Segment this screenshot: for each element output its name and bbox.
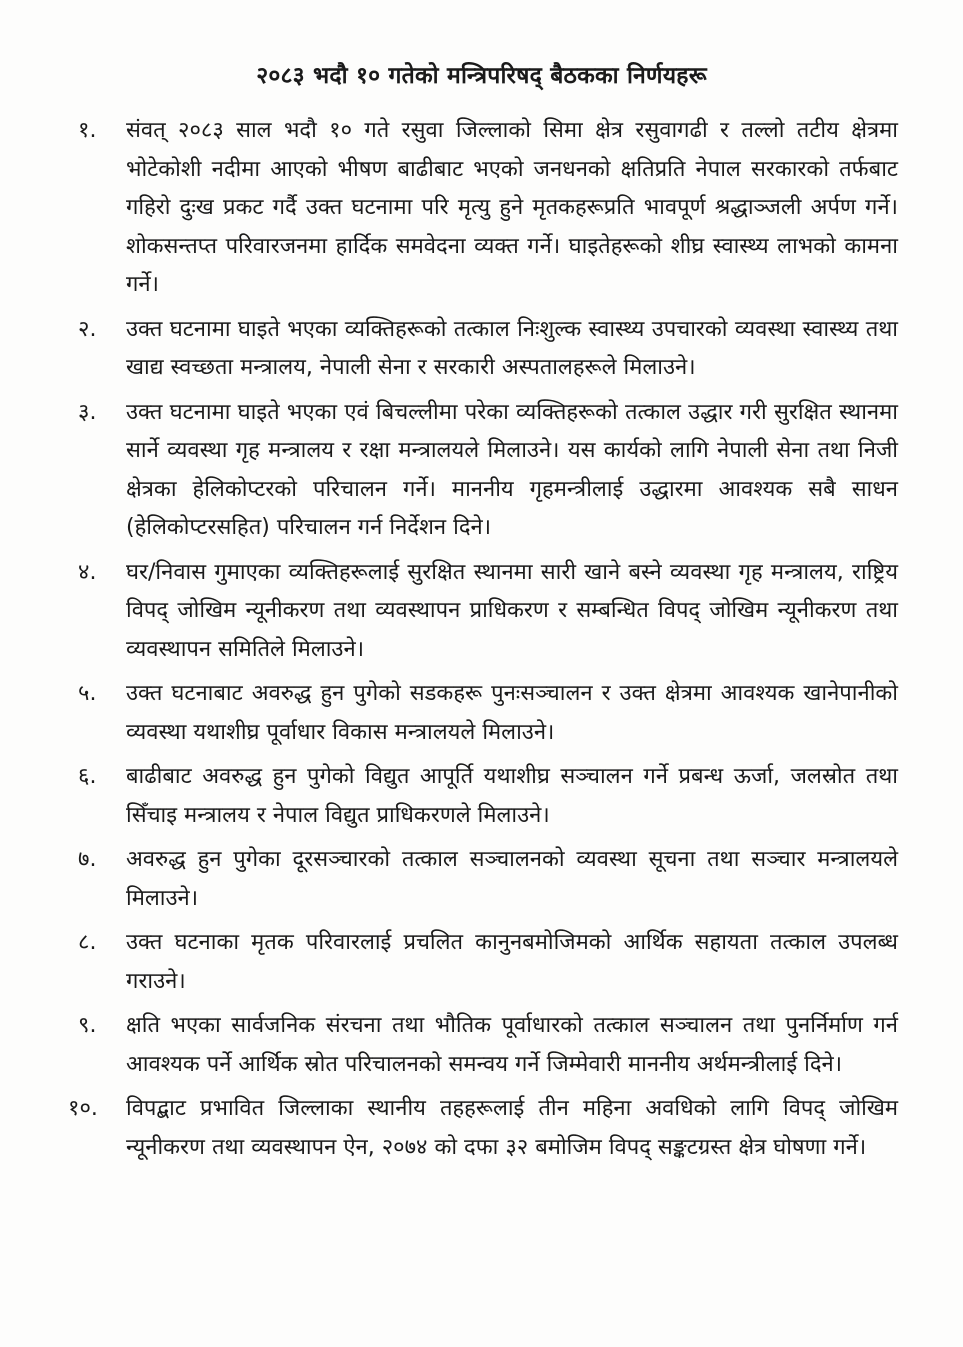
decision-item xyxy=(78,924,898,1001)
decision-text: उक्त घटनाका मृतक परिवारलाई प्रचलित कानुनबमोजिमको आर्थिक सहायता तत्काल उपलब्ध गराउने। xyxy=(126,930,898,994)
decision-list xyxy=(68,112,898,1173)
decision-text: संवत् २०८३ साल भदौ १० गते रसुवा जिल्लाको सिमा क्षेत्र रसुवागढी र तल्लो तटीय क्षेत्रमा भोटेकोशी नदीमा आएको भीषण बाढीबाट भएको जनधनको क्षतिप्रति नेपाल सरकारको तर्फबाट गहिरो दुःख प्रकट गर्दै उक्त घटनामा परि मृत्यु हुने मृतकहरूप्रति भावपूर्ण श्रद्धाञ्जली अर्पण गर्ने। शोकसन्तप्त परिवारजनमा हार्दिक समवेदना व्यक्त गर्ने। घाइतेहरूको शीघ्र स्वास्थ्य लाभको कामना गर्ने। xyxy=(126,118,898,297)
decision-number: ५. xyxy=(78,681,97,706)
decision-text: उक्त घटनामा घाइते भएका व्यक्तिहरूको तत्काल निःशुल्क स्वास्थ्य उपचारको व्यवस्था स्वास्थ्य तथा खाद्य स्वच्छता मन्त्रालय, नेपाली सेना र सरकारी अस्पतालहरूले मिलाउने। xyxy=(126,316,898,380)
document-title: २०८३ भदौ १० गतेको मन्त्रिपरिषद् बैठकका निर्णयहरू xyxy=(256,63,707,89)
decision-number: ७. xyxy=(78,847,97,872)
decision-number: २. xyxy=(78,316,97,342)
decision-text: घर/निवास गुमाएका व्यक्तिहरूलाई सुरक्षित स्थानमा सारी खाने बस्ने व्यवस्था गृह मन्त्रालय, राष्ट्रिय विपद् जोखिम न्यूनीकरण तथा व्यवस्थापन प्राधिकरण र सम्बन्धित विपद् जोखिम न्यूनीकरण तथा व्यवस्थापन समितिले मिलाउने। xyxy=(126,559,898,662)
decision-text: उक्त घटनामा घाइते भएका एवं बिचल्लीमा परेका व्यक्तिहरूको तत्काल उद्धार गरी सुरक्षित स्थानमा सार्ने व्यवस्था गृह मन्त्रालय र रक्षा मन्त्रालयले मिलाउने। यस कार्यको लागि नेपाली सेना तथा निजी क्षेत्रका हेलिकोप्टरको परिचालन गर्ने। माननीय गृहमन्त्रीलाई उद्धारमा आवश्यक सबै साधन (हेलिकोप्टरसहित) परिचालन गर्न निर्देशन दिने। xyxy=(126,399,898,540)
decision-text: क्षति भएका सार्वजनिक संरचना तथा भौतिक पूर्वाधारको तत्काल सञ्चालन तथा पुनर्निर्माण गर्न आवश्यक पर्ने आर्थिक स्रोत परिचालनको समन्वय गर्ने जिम्मेवारी माननीय अर्थमन्त्रीलाई दिने। xyxy=(126,1013,898,1077)
decision-item xyxy=(78,112,898,305)
decision-item xyxy=(78,675,898,752)
decision-text: अवरुद्ध हुन पुगेका दूरसञ्चारको तत्काल सञ्चालनको व्यवस्था सूचना तथा सञ्चार मन्त्रालयले मिलाउने। xyxy=(126,847,898,911)
decision-item xyxy=(78,758,898,835)
decision-number: ९. xyxy=(78,1013,97,1038)
decision-text: बाढीबाट अवरुद्ध हुन पुगेको विद्युत आपूर्ति यथाशीघ्र सञ्चालन गर्ने प्रबन्ध ऊर्जा, जलस्रोत तथा सिँचाइ मन्त्रालय र नेपाल विद्युत प्राधिकरणले मिलाउने। xyxy=(126,764,898,828)
decision-number: ६. xyxy=(78,764,97,789)
decision-item xyxy=(78,1007,898,1084)
decision-item xyxy=(78,311,898,388)
decision-number: १०. xyxy=(68,1096,98,1121)
decision-number: १. xyxy=(78,118,97,143)
decision-item xyxy=(68,1090,898,1167)
decision-item xyxy=(78,394,898,548)
decision-number: ४. xyxy=(78,559,97,585)
decision-item xyxy=(78,554,898,670)
decision-text: विपद्बाट प्रभावित जिल्लाका स्थानीय तहहरूलाई तीन महिना अवधिको लागि विपद् जोखिम न्यूनीकरण तथा व्यवस्थापन ऐन, २०७४ को दफा ३२ बमोजिम विपद् सङ्कटग्रस्त क्षेत्र घोषणा गर्ने। xyxy=(126,1096,898,1160)
decision-number: ३. xyxy=(78,399,97,425)
decision-item xyxy=(78,841,898,918)
decision-number: ८. xyxy=(78,930,97,955)
decision-text: उक्त घटनाबाट अवरुद्ध हुन पुगेको सडकहरू पुनःसञ्चालन र उक्त क्षेत्रमा आवश्यक खानेपानीको व्यवस्था यथाशीघ्र पूर्वाधार विकास मन्त्रालयले मिलाउने। xyxy=(126,681,898,745)
